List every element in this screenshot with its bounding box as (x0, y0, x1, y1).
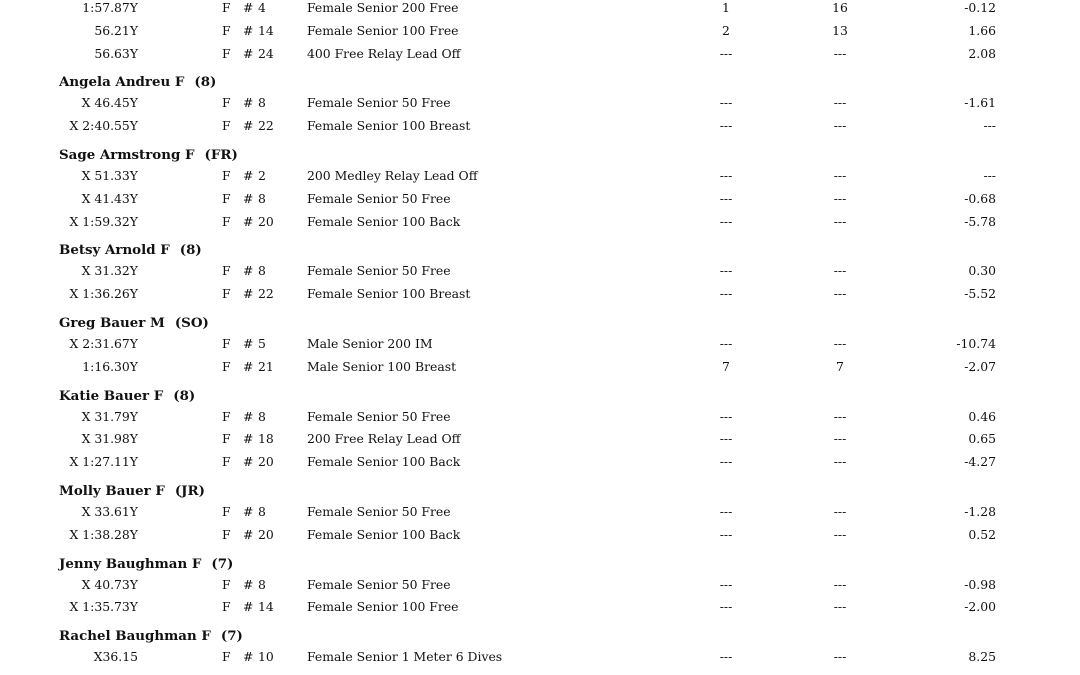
time-difference: 1.66 (968, 22, 996, 38)
seed-time: X 40.73Y (81, 576, 138, 592)
time-difference: -1.28 (964, 504, 996, 519)
event-name: Female Senior 200 Free (307, 0, 459, 15)
course-code: F (222, 649, 231, 665)
event-name: Female Senior 100 Breast (307, 118, 471, 134)
points: --- (833, 454, 847, 470)
event-name: Female Senior 1 Meter 6 Dives (307, 649, 503, 665)
seed-time: X 41.43Y (81, 190, 138, 206)
result-row (0, 212, 1080, 232)
course-code: F (222, 0, 231, 15)
seed-time: X 46.45Y (81, 95, 138, 111)
course-code: F (222, 599, 231, 615)
event-name: Female Senior 100 Back (307, 213, 461, 229)
place: --- (719, 454, 733, 470)
event-hash: # (243, 526, 254, 542)
points: --- (833, 526, 847, 542)
result-row (0, 357, 1080, 377)
seed-time: X 31.98Y (81, 431, 138, 447)
points: --- (833, 408, 847, 424)
result-row (0, 597, 1080, 617)
event-number: 20 (258, 213, 274, 229)
seed-time: X 1:35.73Y (69, 599, 138, 615)
swimmer-name-header (59, 239, 202, 261)
place: --- (719, 213, 733, 229)
event-name: Female Senior 50 Free (307, 504, 451, 519)
event-name: Female Senior 50 Free (307, 576, 451, 592)
seed-time: 1:16.30Y (82, 358, 138, 374)
event-name: Female Senior 50 Free (307, 95, 451, 111)
result-row (0, 575, 1080, 595)
seed-time: X 33.61Y (81, 504, 138, 519)
seed-time: X 31.32Y (81, 263, 138, 279)
event-name: Female Senior 50 Free (307, 190, 451, 206)
swimmer-name-header (59, 480, 205, 502)
event-hash: # (243, 118, 254, 134)
event-hash: # (243, 45, 254, 61)
time-difference: 0.65 (968, 431, 996, 447)
time-difference: 0.30 (968, 263, 996, 279)
seed-time: X 2:31.67Y (69, 336, 138, 351)
time-difference: -0.12 (964, 0, 996, 15)
points: --- (833, 95, 847, 111)
event-number: 22 (258, 286, 274, 302)
time-difference: -5.78 (964, 213, 996, 229)
event-hash: # (243, 168, 254, 183)
place: 7 (722, 358, 730, 374)
course-code: F (222, 336, 231, 351)
course-code: F (222, 190, 231, 206)
points: --- (833, 504, 847, 519)
place: --- (719, 599, 733, 615)
seed-time: X 1:38.28Y (69, 526, 138, 542)
event-number: 14 (258, 599, 274, 615)
result-row (0, 452, 1080, 472)
event-name: Female Senior 100 Back (307, 526, 461, 542)
event-hash: # (243, 336, 254, 351)
swimmer-name: Molly Bauer F (59, 483, 165, 499)
event-hash: # (243, 0, 254, 15)
event-name: Female Senior 50 Free (307, 408, 451, 424)
swimmer-name: Sage Armstrong F (59, 147, 195, 163)
seed-time: X 1:59.32Y (69, 213, 138, 229)
event-hash: # (243, 504, 254, 519)
event-hash: # (243, 213, 254, 229)
points: 16 (832, 0, 848, 15)
event-number: 8 (258, 263, 266, 279)
time-difference: 2.08 (968, 45, 996, 61)
points: 7 (836, 358, 844, 374)
course-code: F (222, 263, 231, 279)
seed-time: X 1:36.26Y (69, 286, 138, 302)
event-hash: # (243, 22, 254, 38)
points: --- (833, 649, 847, 665)
event-name: Female Senior 100 Back (307, 454, 461, 470)
course-code: F (222, 286, 231, 302)
event-number: 14 (258, 22, 274, 38)
event-hash: # (243, 599, 254, 615)
swimmer-name: Angela Andreu F (59, 74, 185, 91)
event-name: Female Senior 100 Breast (307, 286, 471, 302)
event-number: 8 (258, 190, 266, 206)
course-code: F (222, 95, 231, 111)
place: --- (719, 190, 733, 206)
result-row (0, 284, 1080, 304)
result-row (0, 21, 1080, 41)
course-code: F (222, 454, 231, 470)
event-hash: # (243, 286, 254, 302)
event-number: 18 (258, 431, 274, 447)
event-number: 8 (258, 576, 266, 592)
points: --- (833, 431, 847, 447)
swimmer-name-header (59, 312, 209, 334)
swimmer-year: (8) (173, 387, 196, 404)
time-difference: -0.68 (964, 190, 996, 206)
swimmer-name: Katie Bauer F (59, 387, 164, 404)
course-code: F (222, 431, 231, 447)
event-name: 200 Medley Relay Lead Off (307, 168, 478, 183)
event-hash: # (243, 649, 254, 665)
event-number: 10 (258, 649, 274, 665)
event-name: Male Senior 100 Breast (307, 358, 457, 374)
event-name: Female Senior 50 Free (307, 263, 451, 279)
place: --- (719, 286, 733, 302)
place: --- (719, 408, 733, 424)
swimmer-name-header (59, 553, 233, 575)
points: --- (833, 45, 847, 61)
event-number: 21 (258, 358, 274, 374)
course-code: F (222, 358, 231, 374)
time-difference: -5.52 (964, 286, 996, 302)
swimmer-name: Betsy Arnold F (59, 242, 170, 259)
points: 13 (832, 22, 848, 38)
event-number: 8 (258, 95, 266, 111)
result-row (0, 93, 1080, 113)
seed-time: 56.21Y (94, 22, 138, 38)
time-difference: -1.61 (964, 95, 996, 111)
event-name: 200 Free Relay Lead Off (307, 431, 461, 447)
course-code: F (222, 168, 231, 183)
points: --- (833, 286, 847, 302)
place: --- (719, 45, 733, 61)
points: --- (833, 336, 847, 351)
place: --- (719, 526, 733, 542)
result-row (0, 261, 1080, 281)
event-hash: # (243, 190, 254, 206)
course-code: F (222, 504, 231, 519)
place: --- (719, 431, 733, 447)
swimmer-year: (7) (220, 628, 243, 645)
course-code: F (222, 45, 231, 61)
event-number: 8 (258, 408, 266, 424)
seed-time: X 51.33Y (81, 168, 138, 183)
points: --- (833, 263, 847, 279)
place: 1 (722, 0, 730, 15)
result-row (0, 0, 1080, 18)
seed-time: X 31.79Y (81, 408, 138, 424)
swimmer-name: Rachel Baughman F (59, 628, 211, 645)
swimmer-name-header (59, 625, 243, 647)
event-number: 22 (258, 118, 274, 134)
event-number: 8 (258, 504, 266, 519)
event-number: 2 (258, 168, 266, 183)
course-code: F (222, 408, 231, 424)
course-code: F (222, 22, 231, 38)
event-name: Female Senior 100 Free (307, 22, 459, 38)
place: --- (719, 118, 733, 134)
time-difference: 0.46 (968, 408, 996, 424)
swimmer-name-header (59, 385, 195, 407)
course-code: F (222, 213, 231, 229)
seed-time: X 2:40.55Y (69, 118, 138, 134)
place: --- (719, 649, 733, 665)
result-row (0, 334, 1080, 354)
swimmer-name-header (59, 144, 238, 166)
event-number: 20 (258, 526, 274, 542)
time-difference: -0.98 (964, 576, 996, 592)
time-difference: -2.07 (964, 358, 996, 374)
place: --- (719, 95, 733, 111)
course-code: F (222, 118, 231, 134)
event-number: 5 (258, 336, 266, 351)
seed-time: 1:57.87Y (82, 0, 138, 15)
points: --- (833, 576, 847, 592)
points: --- (833, 213, 847, 229)
event-hash: # (243, 454, 254, 470)
time-difference: -10.74 (956, 336, 996, 351)
event-number: 20 (258, 454, 274, 470)
course-code: F (222, 526, 231, 542)
result-row (0, 429, 1080, 449)
time-difference: -2.00 (964, 599, 996, 615)
swimmer-name: Jenny Baughman F (59, 555, 202, 572)
place: 2 (722, 22, 730, 38)
time-difference: -4.27 (964, 454, 996, 470)
swimmer-name: Greg Bauer M (59, 315, 165, 331)
swimmer-year: (8) (179, 242, 202, 259)
time-difference: --- (983, 118, 996, 134)
place: --- (719, 576, 733, 592)
event-hash: # (243, 431, 254, 447)
place: --- (719, 168, 733, 183)
result-row (0, 44, 1080, 64)
event-hash: # (243, 408, 254, 424)
swimmer-year: (JR) (174, 483, 205, 499)
points: --- (833, 599, 847, 615)
event-number: 24 (258, 45, 274, 61)
event-name: Female Senior 100 Free (307, 599, 459, 615)
event-hash: # (243, 576, 254, 592)
time-difference: --- (983, 168, 996, 183)
event-hash: # (243, 263, 254, 279)
swimmer-year: (SO) (174, 315, 209, 331)
result-row (0, 525, 1080, 545)
swimmer-year: (7) (211, 555, 234, 572)
swimmer-name-header (59, 71, 216, 93)
seed-time: X 1:27.11Y (69, 454, 138, 470)
result-row (0, 502, 1080, 522)
result-row (0, 407, 1080, 427)
event-hash: # (243, 358, 254, 374)
event-hash: # (243, 95, 254, 111)
result-row (0, 166, 1080, 186)
points: --- (833, 190, 847, 206)
points: --- (833, 168, 847, 183)
result-row (0, 647, 1080, 667)
swimmer-year: (FR) (204, 147, 238, 163)
place: --- (719, 504, 733, 519)
points: --- (833, 118, 847, 134)
seed-time: 56.63Y (94, 45, 138, 61)
result-row (0, 189, 1080, 209)
time-difference: 0.52 (968, 526, 996, 542)
time-difference: 8.25 (968, 649, 996, 665)
place: --- (719, 336, 733, 351)
swimmer-year: (8) (194, 74, 217, 91)
seed-time: X36.15 (93, 649, 138, 665)
course-code: F (222, 576, 231, 592)
place: --- (719, 263, 733, 279)
result-row (0, 116, 1080, 136)
event-number: 4 (258, 0, 266, 15)
event-name: Male Senior 200 IM (307, 336, 433, 351)
event-name: 400 Free Relay Lead Off (307, 45, 461, 61)
